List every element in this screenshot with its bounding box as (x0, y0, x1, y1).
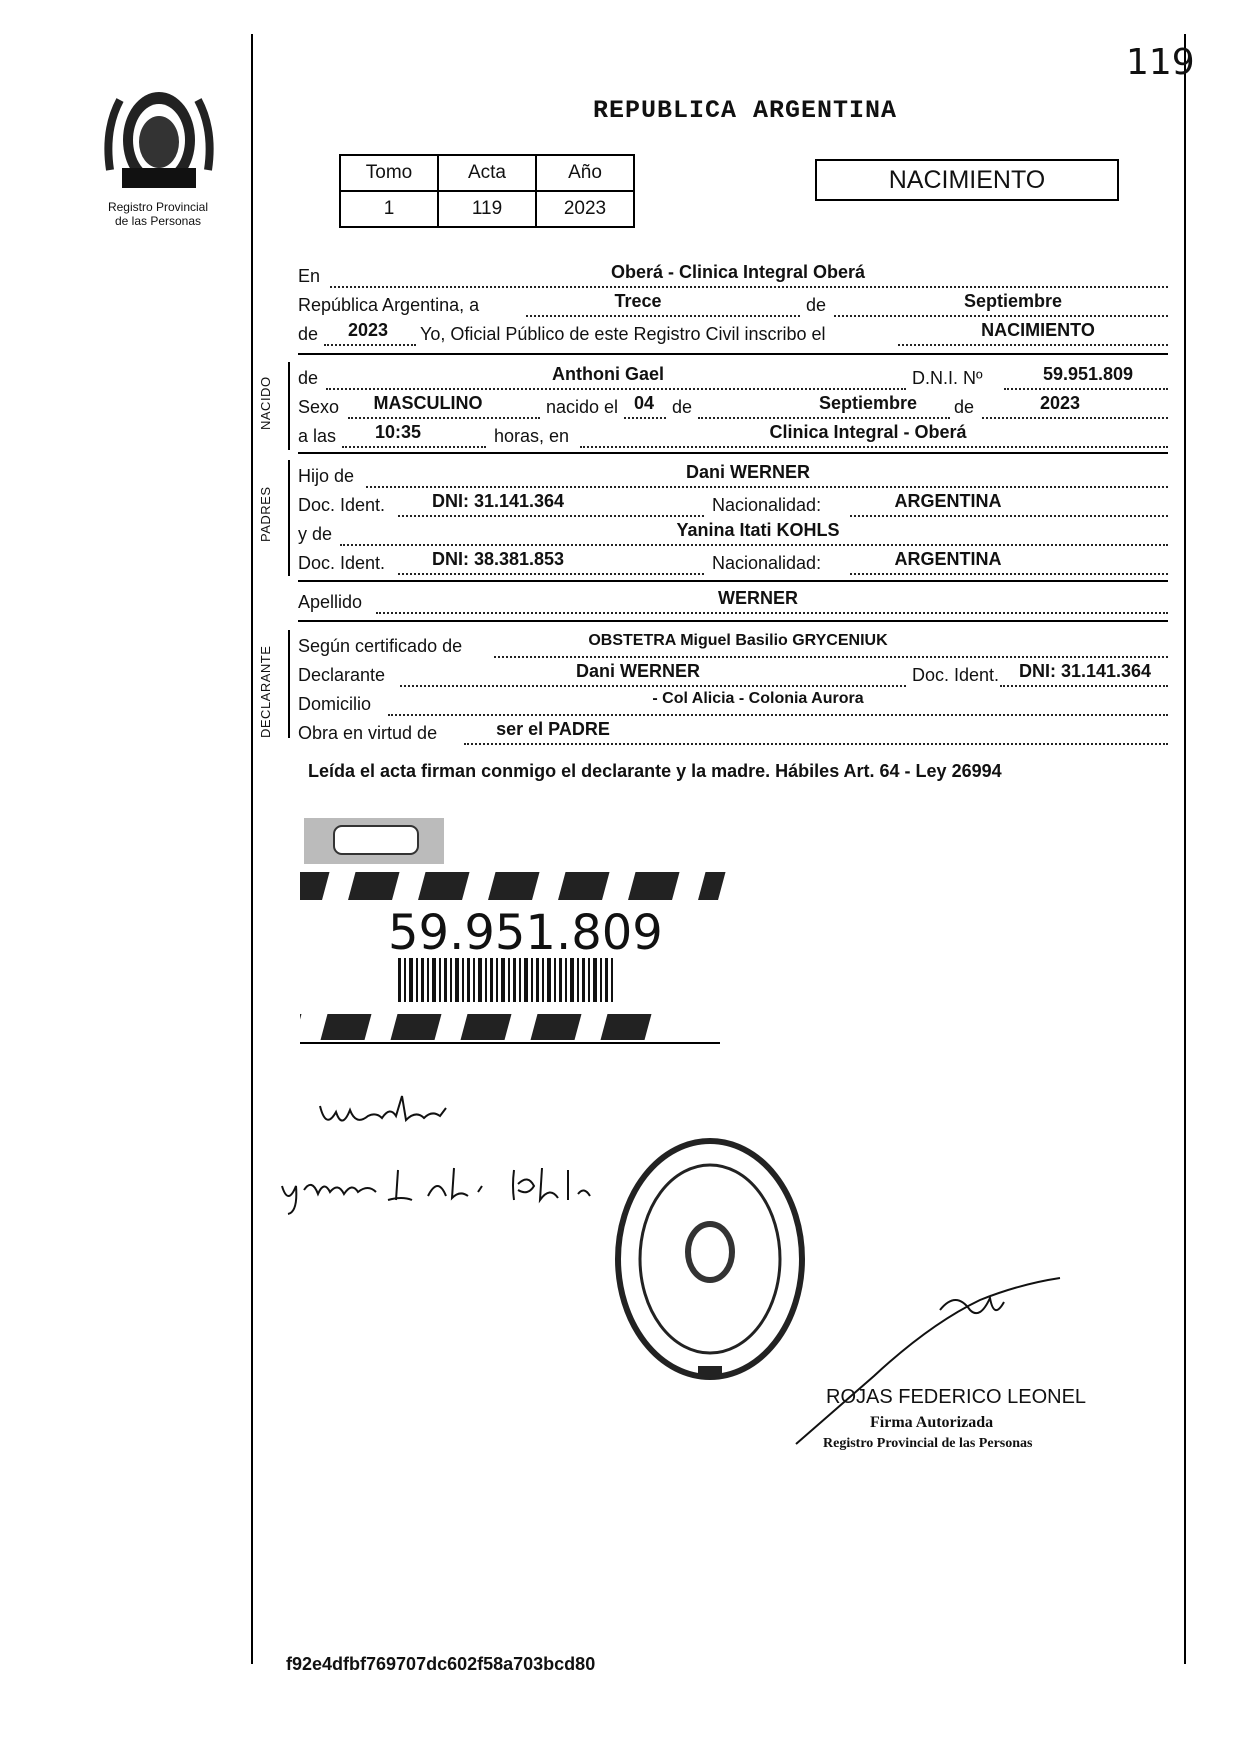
legal-text: Leída el acta firman conmigo el declarante y la madre. Hábiles Art. 64 - Ley 26994 (308, 761, 1002, 781)
value-obra: ser el PADRE (496, 719, 610, 739)
row-madre (298, 520, 1168, 546)
value-madre-nac: ARGENTINA (894, 549, 1002, 569)
row-fecha (298, 291, 1168, 317)
separator (298, 620, 1168, 622)
value-sexo: MASCULINO (373, 393, 483, 413)
label-doc-ident: Doc. Ident. (298, 553, 386, 573)
value-declarante: Dani WERNER (575, 661, 700, 681)
left-margin-line (251, 34, 253, 1664)
right-margin-line (1184, 34, 1186, 1664)
label-declarante: Declarante (298, 665, 386, 685)
row-padre-doc (298, 491, 1168, 517)
value-certificado: OBSTETRA Miguel Basilio GRYCENIUK (588, 632, 888, 649)
label-obra: Obra en virtud de (298, 723, 438, 743)
value-domicilio: - Col Alicia - Colonia Aurora (652, 690, 864, 707)
label-a-las: a las (298, 426, 337, 446)
value-dia: Trece (614, 291, 662, 311)
value-mes-nac: Septiembre (818, 393, 918, 413)
section-label-declarante: DECLARANTE (258, 645, 273, 738)
label-doc-ident: Doc. Ident. (298, 495, 386, 515)
signature-father (316, 1086, 476, 1136)
label-de2: de (298, 324, 319, 344)
row-padre (298, 462, 1168, 488)
signer-title: Firma Autorizada (870, 1414, 994, 1431)
signature-mother (278, 1156, 598, 1216)
logo-caption: Registro Provincial de las Personas (107, 200, 209, 228)
row-anio (298, 320, 1168, 346)
section-label-padres: PADRES (258, 486, 273, 542)
row-obra (298, 719, 1168, 745)
table-header-tomo: Tomo (340, 155, 438, 191)
value-apellido: WERNER (718, 588, 798, 608)
row-hora (298, 422, 1168, 448)
label-y-de: y de (298, 524, 333, 544)
signer-registry: Registro Provincial de las Personas (823, 1436, 1033, 1451)
signer-name: ROJAS FEDERICO LEONEL (826, 1386, 1087, 1408)
document-hash: f92e4dfbf769707dc602f58a703bcd80 (286, 1654, 596, 1674)
label-domicilio: Domicilio (298, 694, 372, 714)
value-dia-nac: 04 (633, 393, 655, 413)
value-dni: 59.951.809 (1042, 364, 1134, 384)
separator (298, 353, 1168, 355)
table-value-acta: 119 (438, 191, 536, 227)
label-nacido-el: nacido el (546, 397, 619, 417)
nacimiento-box: NACIMIENTO (815, 159, 1119, 201)
separator (298, 580, 1168, 582)
label-republica: República Argentina, a (298, 295, 480, 315)
value-padre-nac: ARGENTINA (894, 491, 1002, 511)
label-certificado: Según certificado de (298, 636, 463, 656)
table-value-anio: 2023 (536, 191, 634, 227)
value-lugar: Oberá - Clinica Integral Oberá (610, 262, 866, 282)
label-de2: de (672, 397, 693, 417)
row-lugar (298, 262, 1168, 288)
official-seal (612, 1134, 808, 1384)
label-nacionalidad: Nacionalidad: (712, 553, 822, 573)
table-header-acta: Acta (438, 155, 536, 191)
label-nacionalidad: Nacionalidad: (712, 495, 822, 515)
page-number: 119 (1126, 42, 1195, 83)
label-en: En (298, 266, 321, 286)
label-de: de (806, 295, 827, 315)
label-hijo-de: Hijo de (298, 466, 355, 486)
row-apellido (298, 588, 1168, 614)
value-tipo: NACIMIENTO (981, 320, 1095, 340)
value-anio: 2023 (347, 320, 389, 340)
value-mes: Septiembre (963, 291, 1063, 311)
row-madre-doc (298, 549, 1168, 575)
label-apellido: Apellido (298, 592, 363, 612)
separator (298, 452, 1168, 454)
value-madre-doc: DNI: 38.381.853 (431, 549, 565, 569)
value-declarante-doc: DNI: 31.141.364 (1018, 661, 1152, 681)
tomo-acta-anio-table (339, 154, 635, 228)
label-sexo: Sexo (298, 397, 340, 417)
label-de: de (298, 368, 319, 388)
section-label-nacido: NACIDO (258, 376, 273, 430)
row-nombre (298, 364, 1168, 390)
row-domicilio (298, 690, 1168, 716)
label-doc-ident: Doc. Ident. (912, 665, 1000, 685)
document-title: REPUBLICA ARGENTINA (592, 96, 898, 125)
value-nombre: Anthoni Gael (552, 364, 664, 384)
row-declarante (298, 661, 1168, 687)
value-anio-nac: 2023 (1039, 393, 1081, 413)
value-lugar-nac: Clinica Integral - Oberá (769, 422, 967, 442)
value-hora: 10:35 (374, 422, 422, 442)
label-dni: D.N.I. Nº (912, 368, 983, 388)
label-de3: de (954, 397, 975, 417)
row-certificado (298, 632, 1168, 658)
label-horas-en: horas, en (494, 426, 570, 446)
value-padre: Dani WERNER (685, 462, 810, 482)
row-sexo (298, 393, 1168, 419)
value-madre: Yanina Itati KOHLS (676, 520, 840, 540)
table-value-tomo: 1 (340, 191, 438, 227)
label-inscribo: Yo, Oficial Público de este Registro Civil inscribo el (420, 324, 826, 344)
stamped-dni-number: 59.951.809 (388, 905, 663, 961)
value-padre-doc: DNI: 31.141.364 (431, 491, 565, 511)
table-header-anio: Año (536, 155, 634, 191)
